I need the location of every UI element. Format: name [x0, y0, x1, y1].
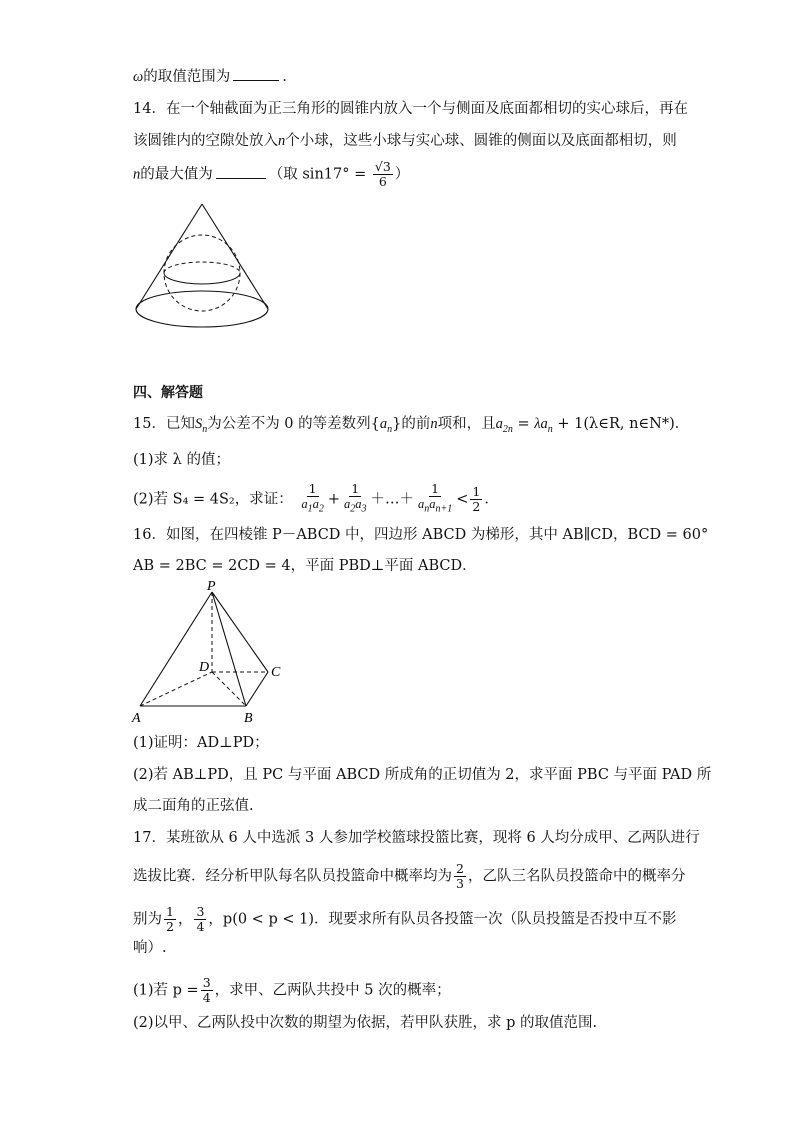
q17-line-3: 别为 $\frac{1}{2}$ ， $\frac{3}{4}$ ，p(0 < p < 1)．现要求所有队员各投篮一次（队员投篮是否投中互不影	[133, 904, 677, 934]
q14-line-2: 该圆锥内的空隙处放入n个小球，这些小球与实心球、圆锥的侧面以及底面都相切，则	[133, 133, 677, 149]
q17-line-4: 响）.	[133, 940, 167, 956]
q13-tail-line: ω的取值范围为 .	[133, 66, 287, 87]
edge-BC	[246, 672, 268, 706]
q17-part-1: (1)若 p = $\frac{3}{4}$ ，求甲、乙两队共投中 5 次的概率；	[133, 975, 451, 1005]
label-P: P	[207, 579, 216, 594]
cone-sphere-figure	[130, 198, 275, 338]
q17-line-2: 选拔比赛．经分析甲队每名队员投篮命中概率均为 $\frac{2}{3}$ ，乙队三名队员投篮命中的概率分	[133, 861, 686, 891]
answer-blank[interactable]	[233, 66, 279, 81]
cone-base-back	[136, 291, 268, 309]
label-B: B	[244, 711, 253, 726]
sphere-equator-back	[164, 262, 240, 273]
fraction-one-half: $\frac{1}{2}$	[166, 904, 174, 934]
fraction-one-half: $\frac{1}{2}$	[472, 483, 481, 514]
q17-line-1: 17．某班欲从 6 人中选派 3 人参加学校篮球投篮比赛，现将 6 人均分成甲、乙两队进行	[133, 830, 700, 846]
q16-part-2-line-1: (2)若 AB⊥PD，且 PC 与平面 ABCD 所成角的正切值为 2，求平面 PBC 与平面 PAD 所	[133, 767, 712, 783]
label-D: D	[199, 660, 210, 675]
q14-line-3: n的最大值为 （取 sin17° = $\frac{√3}{6}$ ）	[133, 159, 410, 189]
q16-part-1: (1)证明：AD⊥PD；	[133, 735, 269, 751]
fraction-p-value: $\frac{3}{4}$	[202, 975, 211, 1005]
q15-part-2: (2)若 S₄ = 4S₂，求证： $\frac{1}{a_1a_2}$ + $\frac{1}{a_2a_3}$ ＋…＋ $\frac{1}{a_na_{n+1}}$ < $\frac{1}{2}$ ．	[133, 481, 499, 515]
answer-blank[interactable]	[216, 164, 266, 179]
q15-part-1: (1)求 λ 的值；	[133, 452, 230, 468]
q16-line-2: AB = 2BC = 2CD = 4，平面 PBD⊥平面 ABCD．	[133, 558, 477, 574]
q16-line-1: 16．如图，在四棱锥 P－ABCD 中，四边形 ABCD 为梯形，其中 AB∥CD，BCD = 60°	[133, 527, 709, 543]
edge-PC	[212, 592, 268, 672]
omega-var: ω	[133, 69, 144, 85]
section-heading: 四、解答题	[133, 385, 203, 401]
q17-part-2: (2)以甲、乙两队投中次数的期望为依据，若甲队获胜，求 p 的取值范围.	[133, 1015, 598, 1031]
sphere-equator-front	[164, 273, 240, 284]
q15-line-1: 15．已知$S_n$为公差不为 0 的等差数列$\{a_n\}$的前n项和，且$a_{2n} = \lambda a_n$ + 1(λ∈R, n∈N*)．	[133, 416, 690, 435]
fraction-1-over-a2a3: $\frac{1}{a_2a_3}$	[344, 481, 367, 515]
hint-fraction: $\frac{√3}{6}$	[374, 159, 391, 189]
fraction-1-over-a1a2: $\frac{1}{a_1a_2}$	[301, 481, 324, 515]
pyramid-figure	[128, 578, 298, 728]
fraction-1-over-anan1: $\frac{1}{a_na_{n+1}}$	[418, 481, 453, 515]
q16-part-2-line-2: 成二面角的正弦值.	[133, 798, 254, 814]
label-C: C	[271, 665, 281, 680]
fraction-two-thirds: $\frac{2}{3}$	[456, 861, 464, 891]
fraction-three-quarters: $\frac{3}{4}$	[196, 904, 205, 934]
label-A: A	[132, 711, 141, 726]
q14-line-1: 14．在一个轴截面为正三角形的圆锥内放入一个与侧面及底面都相切的实心球后，再在	[133, 101, 688, 117]
cone-base-front	[136, 309, 268, 327]
edge-PA	[140, 592, 212, 706]
